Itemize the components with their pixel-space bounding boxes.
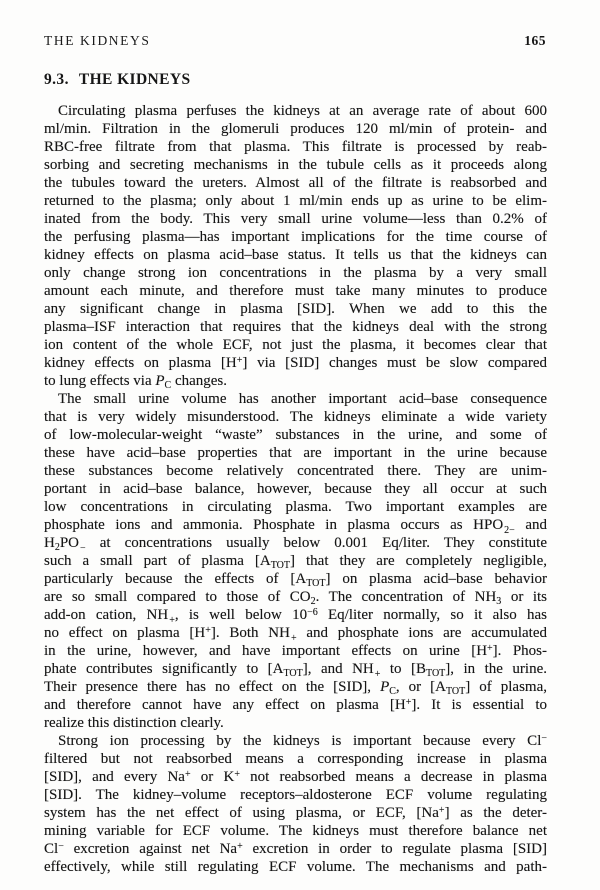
text-line: are so small compared to those of $CO_2$. The concentration of $NH_3$ or its: [44, 589, 547, 606]
text-line: RBC-free filtrate from that plasma. This filtrate is processed by reab-: [44, 139, 547, 155]
text-line: [SID], and every Na+ or K+ not reabsorbed means a decrease in plasma: [44, 769, 547, 785]
text-line: plasma–ISF interaction that requires that the kidneys deal with the strong: [44, 319, 547, 335]
text-line: to lung effects via $P_C$ changes.: [44, 373, 228, 390]
text-line: Cl− excretion against net Na+ excretion in order to regulate plasma [SID]: [44, 841, 547, 857]
text-line: the tubules toward the ureters. Almost all of the filtrate is reabsorbed and: [44, 175, 547, 191]
text-line: realize this distinction clearly.: [44, 715, 224, 731]
stacked-subsuperscript: 2−: [504, 525, 515, 534]
text-line: ml/min. Filtration in the glomeruli produces 120 ml/min of protein- and: [44, 121, 547, 137]
section-heading-title: THE KIDNEYS: [78, 71, 191, 88]
section-heading-number: 9.3.: [44, 71, 69, 88]
text-line: only change strong ion concentrations in the plasma by a very small: [44, 265, 547, 281]
text-line: The small urine volume has another important acid–base consequence: [58, 391, 547, 407]
text-line: Their presence there has no effect on the [SID], $P_C$, or $[A_{TOT}]$ of plasma,: [44, 679, 547, 696]
text-line: in the urine, however, and have important effects on urine [H+]. Phos-: [44, 643, 547, 659]
page-number: 165: [524, 33, 546, 48]
text-line: of low-molecular-weight “waste” substances in the urine, and some of: [44, 427, 547, 443]
text-line: the perfusing plasma—has important implications for the time course of: [44, 229, 547, 245]
running-header: [44, 33, 546, 49]
text-line: sorbing and secreting mechanisms in the tubule cells as it proceeds along: [44, 157, 547, 173]
text-line: [SID]. The kidney–volume receptors–aldosterone ECF volume regulating: [44, 787, 547, 803]
text-line: such a small part of plasma $[A_{TOT}]$ that they are completely negligible,: [44, 553, 547, 570]
stacked-subsuperscript: +: [169, 615, 175, 624]
text-line: filtered but not reabsorbed means a corresponding increase in plasma: [44, 751, 547, 767]
text-line: kidney effects on plasma [H+] via [SID] changes must be slow compared: [44, 355, 547, 371]
paragraph: [44, 102, 547, 390]
text-line: effectively, while still regulating ECF volume. The mechanisms and path-: [44, 859, 547, 875]
text-line: no effect on plasma [H+]. Both NH + and phosphate ions are accumulated: [44, 624, 547, 642]
text-line: add-on cation, NH + , is well below $10^{-6}$ Eq/liter normally, so it also has: [44, 606, 547, 624]
stacked-subsuperscript: +: [290, 633, 297, 642]
paragraph: [44, 732, 547, 876]
text-line: kidney effects on plasma acid–base status. It tells us that the kidneys can: [44, 247, 547, 263]
text-line: any significant change in plasma [SID]. When we add to this the: [44, 301, 547, 317]
text-line: particularly because the effects of $[A_{TOT}]$ on plasma acid–base behavior: [44, 571, 547, 588]
body-text: [44, 102, 547, 876]
text-line: phate contributes significantly to $[A_{TOT}]$, and NH + to $[B_{TOT}]$, in the urine.: [44, 660, 547, 678]
stacked-subsuperscript: +: [374, 669, 381, 678]
text-line: ion content of the whole ECF, not just the plasma, it becomes clear that: [44, 337, 547, 353]
text-line: $H_2PO$ − at concentrations usually below 0.001 Eq/liter. They constitute: [44, 534, 547, 552]
text-line: returned to the plasma; only about 1 ml/min ends up as urine to be elim-: [44, 193, 547, 209]
text-line: that is very widely misunderstood. The kidneys eliminate a wide variety: [44, 409, 547, 425]
text-line: system has the net effect of using plasma, or ECF, [Na+] as the deter-: [44, 805, 547, 821]
text-line: phosphate ions and ammonia. Phosphate in plasma occurs as HPO 2− and: [44, 516, 547, 534]
text-line: portant in acid–base balance, however, because they all occur at such: [44, 481, 547, 497]
text-line: mining variable for ECF volume. The kidneys must therefore balance net: [44, 823, 547, 839]
text-line: Strong ion processing by the kidneys is important because every Cl−: [58, 733, 547, 749]
text-line: these have acid–base properties that are important in the urine because: [44, 445, 547, 461]
text-line: low concentrations in circulating plasma. Two important examples are: [44, 499, 547, 515]
stacked-subsuperscript: −: [80, 543, 86, 552]
running-head-title: THE KIDNEYS: [44, 33, 151, 48]
text-line: amount each minute, and therefore must take many minutes to produce: [44, 283, 547, 299]
text-line: these substances become relatively concentrated there. They are unim-: [44, 463, 547, 479]
paragraph: [44, 390, 547, 732]
text-line: Circulating plasma perfuses the kidneys at an average rate of about 600: [58, 103, 547, 119]
section-heading: [44, 71, 191, 89]
text-line: inated from the body. This very small urine volume—less than 0.2% of: [44, 211, 547, 227]
text-line: and therefore cannot have any effect on plasma [H+]. It is essential to: [44, 697, 547, 713]
